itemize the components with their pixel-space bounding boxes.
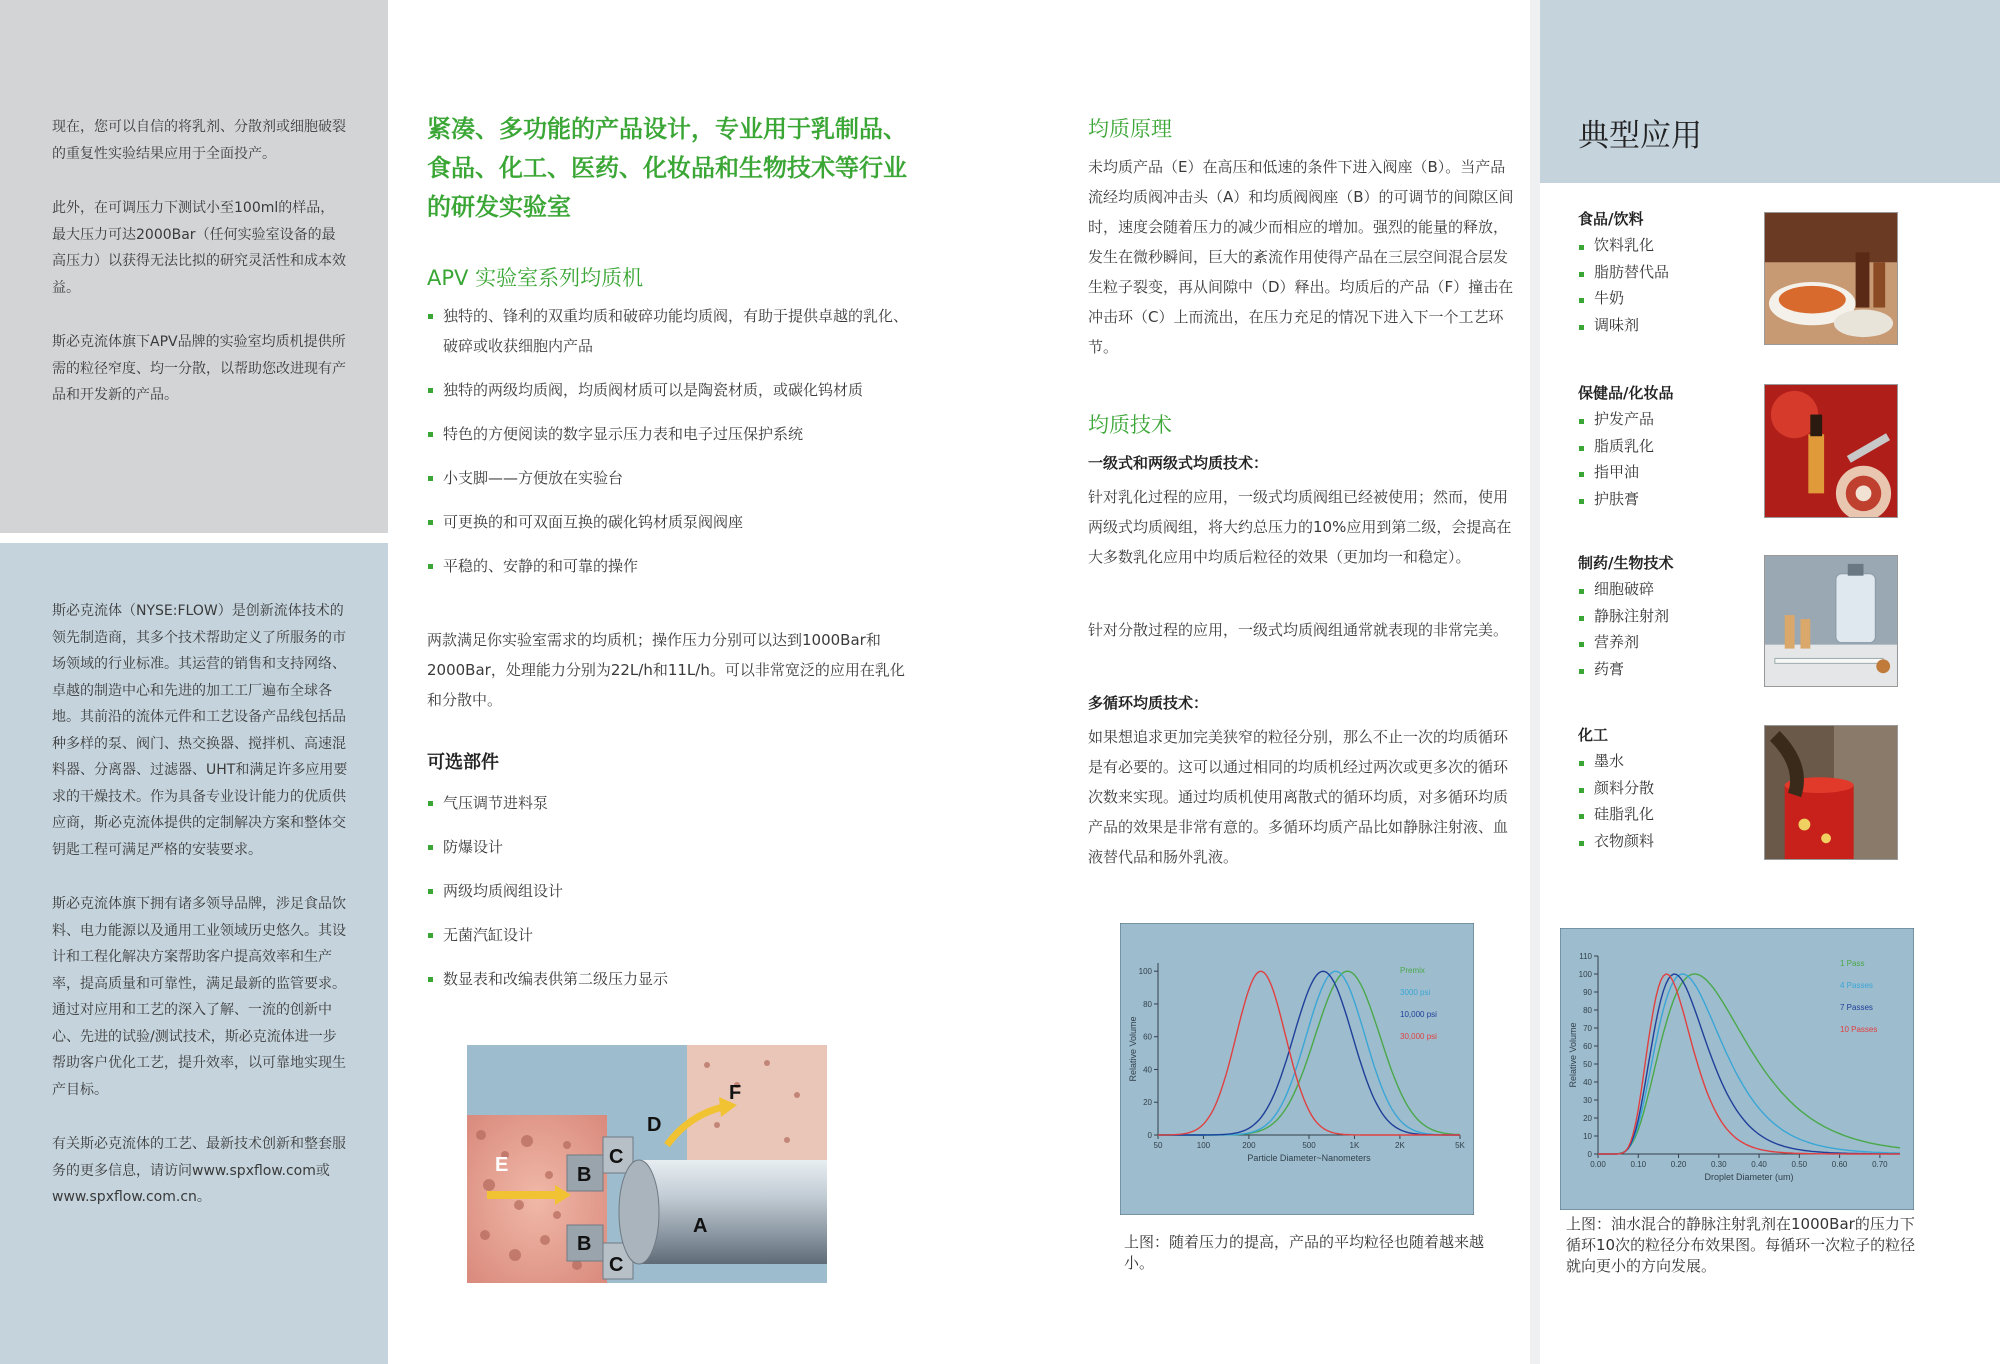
application-category: [1578, 722, 1748, 854]
y-tick-label: 50: [1583, 1060, 1592, 1069]
x-tick-label: 0.70: [1872, 1160, 1888, 1169]
legend-label: 10 Passes: [1840, 1025, 1878, 1034]
x-tick-label: 0.00: [1590, 1160, 1606, 1169]
label-e: E: [495, 1154, 509, 1176]
label-b-bottom: B: [577, 1233, 592, 1255]
left-paragraph: 斯必克流体旗下APV品牌的实验室均质机提供所需的粒径窄度、均一分散，以帮助您改进现有产品和开发新的产品。: [52, 334, 346, 403]
y-tick-label: 20: [1583, 1114, 1592, 1123]
legend-label: 3000 psi: [1400, 988, 1431, 997]
category-item: 细胞破碎: [1578, 576, 1748, 603]
legend-label: 10,000 psi: [1400, 1010, 1437, 1019]
y-tick-label: 40: [1583, 1078, 1592, 1087]
category-item: 营养剂: [1578, 629, 1748, 656]
multi-title: 多循环均质技术：: [1088, 694, 1209, 712]
option-item: 无菌汽缸设计: [427, 920, 907, 950]
option-item: 防爆设计: [427, 832, 907, 862]
fold-divider: [1530, 0, 1540, 1364]
feature-item: 小支脚——方便放在实验台: [427, 463, 917, 493]
options-list: [427, 788, 907, 994]
application-category: [1578, 206, 1748, 338]
chart-background: [1560, 928, 1914, 1210]
category-item: 指甲油: [1578, 459, 1748, 486]
y-tick-label: 100: [1578, 970, 1592, 979]
legend-label: 1 Pass: [1840, 959, 1865, 968]
stage-title: 一级式和两级式均质技术：: [1088, 454, 1269, 472]
left-company-text: [52, 598, 348, 1239]
x-tick-label: 0.40: [1751, 1160, 1767, 1169]
category-item: 牛奶: [1578, 285, 1748, 312]
x-tick-label: 0.10: [1630, 1160, 1647, 1169]
company-paragraph: 斯必克流体（NYSE:FLOW）是创新流体技术的领先制造商，其多个技术帮助定义了所服务的市场领域的行业标准。其运营的销售和支持网络、卓越的制造中心和先进的加工工厂遍布全球各地。其前沿的流体元件和工艺设备产品线包括品种多样的泵、阀门、热交换器、搅拌机、高速混料器、分离器、过滤器、UHT和满足许多应用要求的干燥技术。作为具备专业设计能力的优质供应商，斯必克流体提供的定制解决方案和整体交钥匙工程可满足严格的安装要求。: [52, 603, 348, 858]
x-axis-label: Droplet Diameter (um): [1704, 1172, 1794, 1182]
y-tick-label: 60: [1583, 1042, 1592, 1051]
company-paragraph: 有关斯必克流体的工艺、最新技术创新和整套服务的更多信息，请访问www.spxflow.com或www.spxflow.com.cn。: [52, 1136, 346, 1205]
x-tick-label: 2K: [1395, 1141, 1405, 1150]
left-paragraph: 现在，您可以自信的将乳剂、分散剂或细胞破裂的重复性实验结果应用于全面投产。: [52, 119, 346, 162]
stage-paragraph-1: 针对乳化过程的应用，一级式均质阀组已经被使用；然而，使用两级式均质阀组，将大约总压力的10%应用到第二级，会提高在大多数乳化应用中均质后粒径的效果（更加均一和稳定）。: [1088, 488, 1512, 566]
principle-text: 未均质产品（E）在高压和低速的条件下进入阀座（B）。当产品流经均质阀冲击头（A）和均质阀阀座（B）的可调节的间隙区间时，速度会随着压力的减少而相应的增加。强烈的能量的释放，发生在微秒瞬间，巨大的紊流作用使得产品在三层空间混合层发生粒子裂变，再从间隙中（D）释出。均质后的产品（F）撞击在冲击环（C）上而流出，在压力充足的情况下进入下一个工艺环节。: [1088, 158, 1514, 356]
category-item: 衣物颜料: [1578, 828, 1748, 855]
feature-item: 独特的、锋利的双重均质和破碎功能均质阀，有助于提供卓越的乳化、破碎或收获细胞内产品: [427, 301, 917, 361]
application-category: [1578, 380, 1748, 512]
y-tick-label: 60: [1143, 1032, 1152, 1042]
cosmetics-photo: [1764, 384, 1898, 518]
y-tick-label: 10: [1583, 1132, 1592, 1141]
category-item: 颜料分散: [1578, 775, 1748, 802]
stage-paragraph-2: 针对分散过程的应用，一级式均质阀组通常就表现的非常完美。: [1088, 621, 1509, 639]
y-tick-label: 30: [1583, 1096, 1592, 1105]
option-item: 两级均质阀组设计: [427, 876, 907, 906]
x-tick-label: 100: [1196, 1141, 1211, 1150]
label-c-bottom: C: [609, 1254, 624, 1276]
feature-item: 平稳的、安静的和可靠的操作: [427, 551, 917, 581]
pressure-chart-caption: 上图：随着压力的提高，产品的平均粒径也随着越来越小。: [1124, 1233, 1485, 1272]
y-tick-label: 100: [1138, 967, 1152, 977]
category-title: 保健品/化妆品: [1578, 384, 1674, 402]
feature-list: [427, 301, 917, 581]
x-tick-label: 500: [1302, 1141, 1316, 1150]
chemical-photo: [1764, 725, 1898, 860]
product-title: APV 实验室系列均质机: [427, 266, 644, 290]
category-items: [1578, 232, 1748, 338]
x-tick-label: 0.50: [1791, 1160, 1808, 1169]
principle-title: 均质原理: [1088, 117, 1172, 141]
category-item: 硅脂乳化: [1578, 801, 1748, 828]
y-tick-label: 80: [1143, 999, 1152, 1009]
y-tick-label: 90: [1583, 988, 1592, 997]
category-item: 护发产品: [1578, 406, 1748, 433]
valve-diagram: [467, 1045, 827, 1283]
pharma-photo: [1764, 555, 1898, 687]
valve-head-face: [619, 1160, 659, 1264]
category-item: 墨水: [1578, 748, 1748, 775]
category-item: 护肤膏: [1578, 486, 1748, 513]
summary-text: 两款满足你实验室需求的均质机；操作压力分别可以达到1000Bar和2000Bar，处理能力分别为22L/h和11L/h。可以非常宽泛的应用在乳化和分散中。: [427, 631, 905, 709]
y-tick-label: 80: [1583, 1006, 1592, 1015]
label-c-top: C: [609, 1146, 624, 1168]
multi-text: 如果想追求更加完美狭窄的粒径分别，那么不止一次的均质循环是有必要的。这可以通过相同的均质机经过两次或更多次的循环次数来实现。通过均质机使用离散式的循环均质，对多循环均质产品的效果是非常有意的。多循环均质产品比如静脉注射液、血液替代品和肠外乳液。: [1088, 728, 1509, 866]
valve-head: [637, 1160, 827, 1264]
right-header-panel: [1540, 0, 2000, 183]
category-title: 制药/生物技术: [1578, 554, 1674, 572]
y-tick-label: 40: [1143, 1065, 1152, 1075]
category-title: 化工: [1578, 726, 1609, 744]
legend-label: 4 Passes: [1840, 981, 1873, 990]
y-tick-label: 110: [1579, 952, 1592, 961]
option-item: 数显表和改编表供第二级压力显示: [427, 964, 907, 994]
legend-label: Premix: [1400, 966, 1425, 975]
category-item: 药膏: [1578, 656, 1748, 683]
y-tick-label: 70: [1583, 1024, 1592, 1033]
x-tick-label: 50: [1153, 1141, 1163, 1150]
tech-title: 均质技术: [1088, 413, 1172, 437]
category-item: 静脉注射剂: [1578, 603, 1748, 630]
passes-chart-caption: 上图：油水混合的静脉注射乳剂在1000Bar的压力下循环10次的粒径分布效果图。每循环一次粒子的粒径就向更小的方向发展。: [1566, 1215, 1916, 1275]
legend-label: 7 Passes: [1840, 1003, 1873, 1012]
y-tick-label: 20: [1143, 1098, 1152, 1108]
legend-label: 30,000 psi: [1400, 1032, 1437, 1041]
category-items: [1578, 406, 1748, 512]
applications-title: 典型应用: [1578, 118, 1702, 154]
options-title: 可选部件: [427, 752, 499, 773]
company-paragraph: 斯必克流体旗下拥有诸多领导品牌，涉足食品饮料、电力能源以及通用工业领域历史悠久。其设计和工程化解决方案帮助客户提高效率和生产率，提高质量和可靠性，满足最新的监管要求。通过对应用和工艺的深入了解、一流的创新中心、先进的试验/测试技术，斯必克流体进一步帮助客户优化工艺，提升效率，以可靠地实现生产目标。: [52, 896, 346, 1098]
y-axis-label: Relative Volume: [1128, 1016, 1138, 1082]
x-tick-label: 0.30: [1711, 1160, 1727, 1169]
x-tick-label: 200: [1242, 1141, 1256, 1150]
x-tick-label: 5K: [1455, 1141, 1465, 1150]
x-tick-label: 0.60: [1831, 1160, 1848, 1169]
category-items: [1578, 576, 1748, 682]
application-category: [1578, 550, 1748, 682]
category-title: 食品/饮料: [1578, 210, 1644, 228]
passes-chart: [1560, 928, 1914, 1210]
category-item: 脂质乳化: [1578, 433, 1748, 460]
y-tick-label: 0: [1147, 1131, 1152, 1140]
left-intro-text: [52, 114, 348, 437]
category-item: 调味剂: [1578, 312, 1748, 339]
x-tick-label: 0.20: [1670, 1160, 1687, 1169]
left-paragraph: 此外，在可调压力下测试小至100ml的样品，最大压力可达2000Bar（任何实验室设备的最高压力）以获得无法比拟的研究灵活性和成本效益。: [52, 200, 346, 296]
x-axis-label: Particle Diameter~Nanometers: [1247, 1153, 1371, 1163]
headline: 紧凑、多功能的产品设计，专业用于乳制品、食品、化工、医药、化妆品和生物技术等行业的研发实验室: [427, 115, 907, 221]
label-b-top: B: [577, 1164, 592, 1186]
category-item: 脂肪替代品: [1578, 259, 1748, 286]
category-items: [1578, 748, 1748, 854]
category-item: 饮料乳化: [1578, 232, 1748, 259]
label-a: A: [693, 1215, 708, 1237]
x-tick-label: 1K: [1349, 1141, 1360, 1150]
food-photo: [1764, 212, 1898, 345]
feature-item: 可更换的和可双面互换的碳化钨材质泵阀阀座: [427, 507, 917, 537]
y-axis-label: Relative Volume: [1568, 1022, 1578, 1088]
feature-item: 独特的两级均质阀，均质阀材质可以是陶瓷材质，或碳化钨材质: [427, 375, 917, 405]
label-d: D: [647, 1114, 662, 1136]
feature-item: 特色的方便阅读的数字显示压力表和电子过压保护系统: [427, 419, 917, 449]
label-f: F: [729, 1082, 742, 1104]
y-tick-label: 0: [1587, 1150, 1592, 1159]
pressure-chart: [1120, 923, 1474, 1215]
option-item: 气压调节进料泵: [427, 788, 907, 818]
